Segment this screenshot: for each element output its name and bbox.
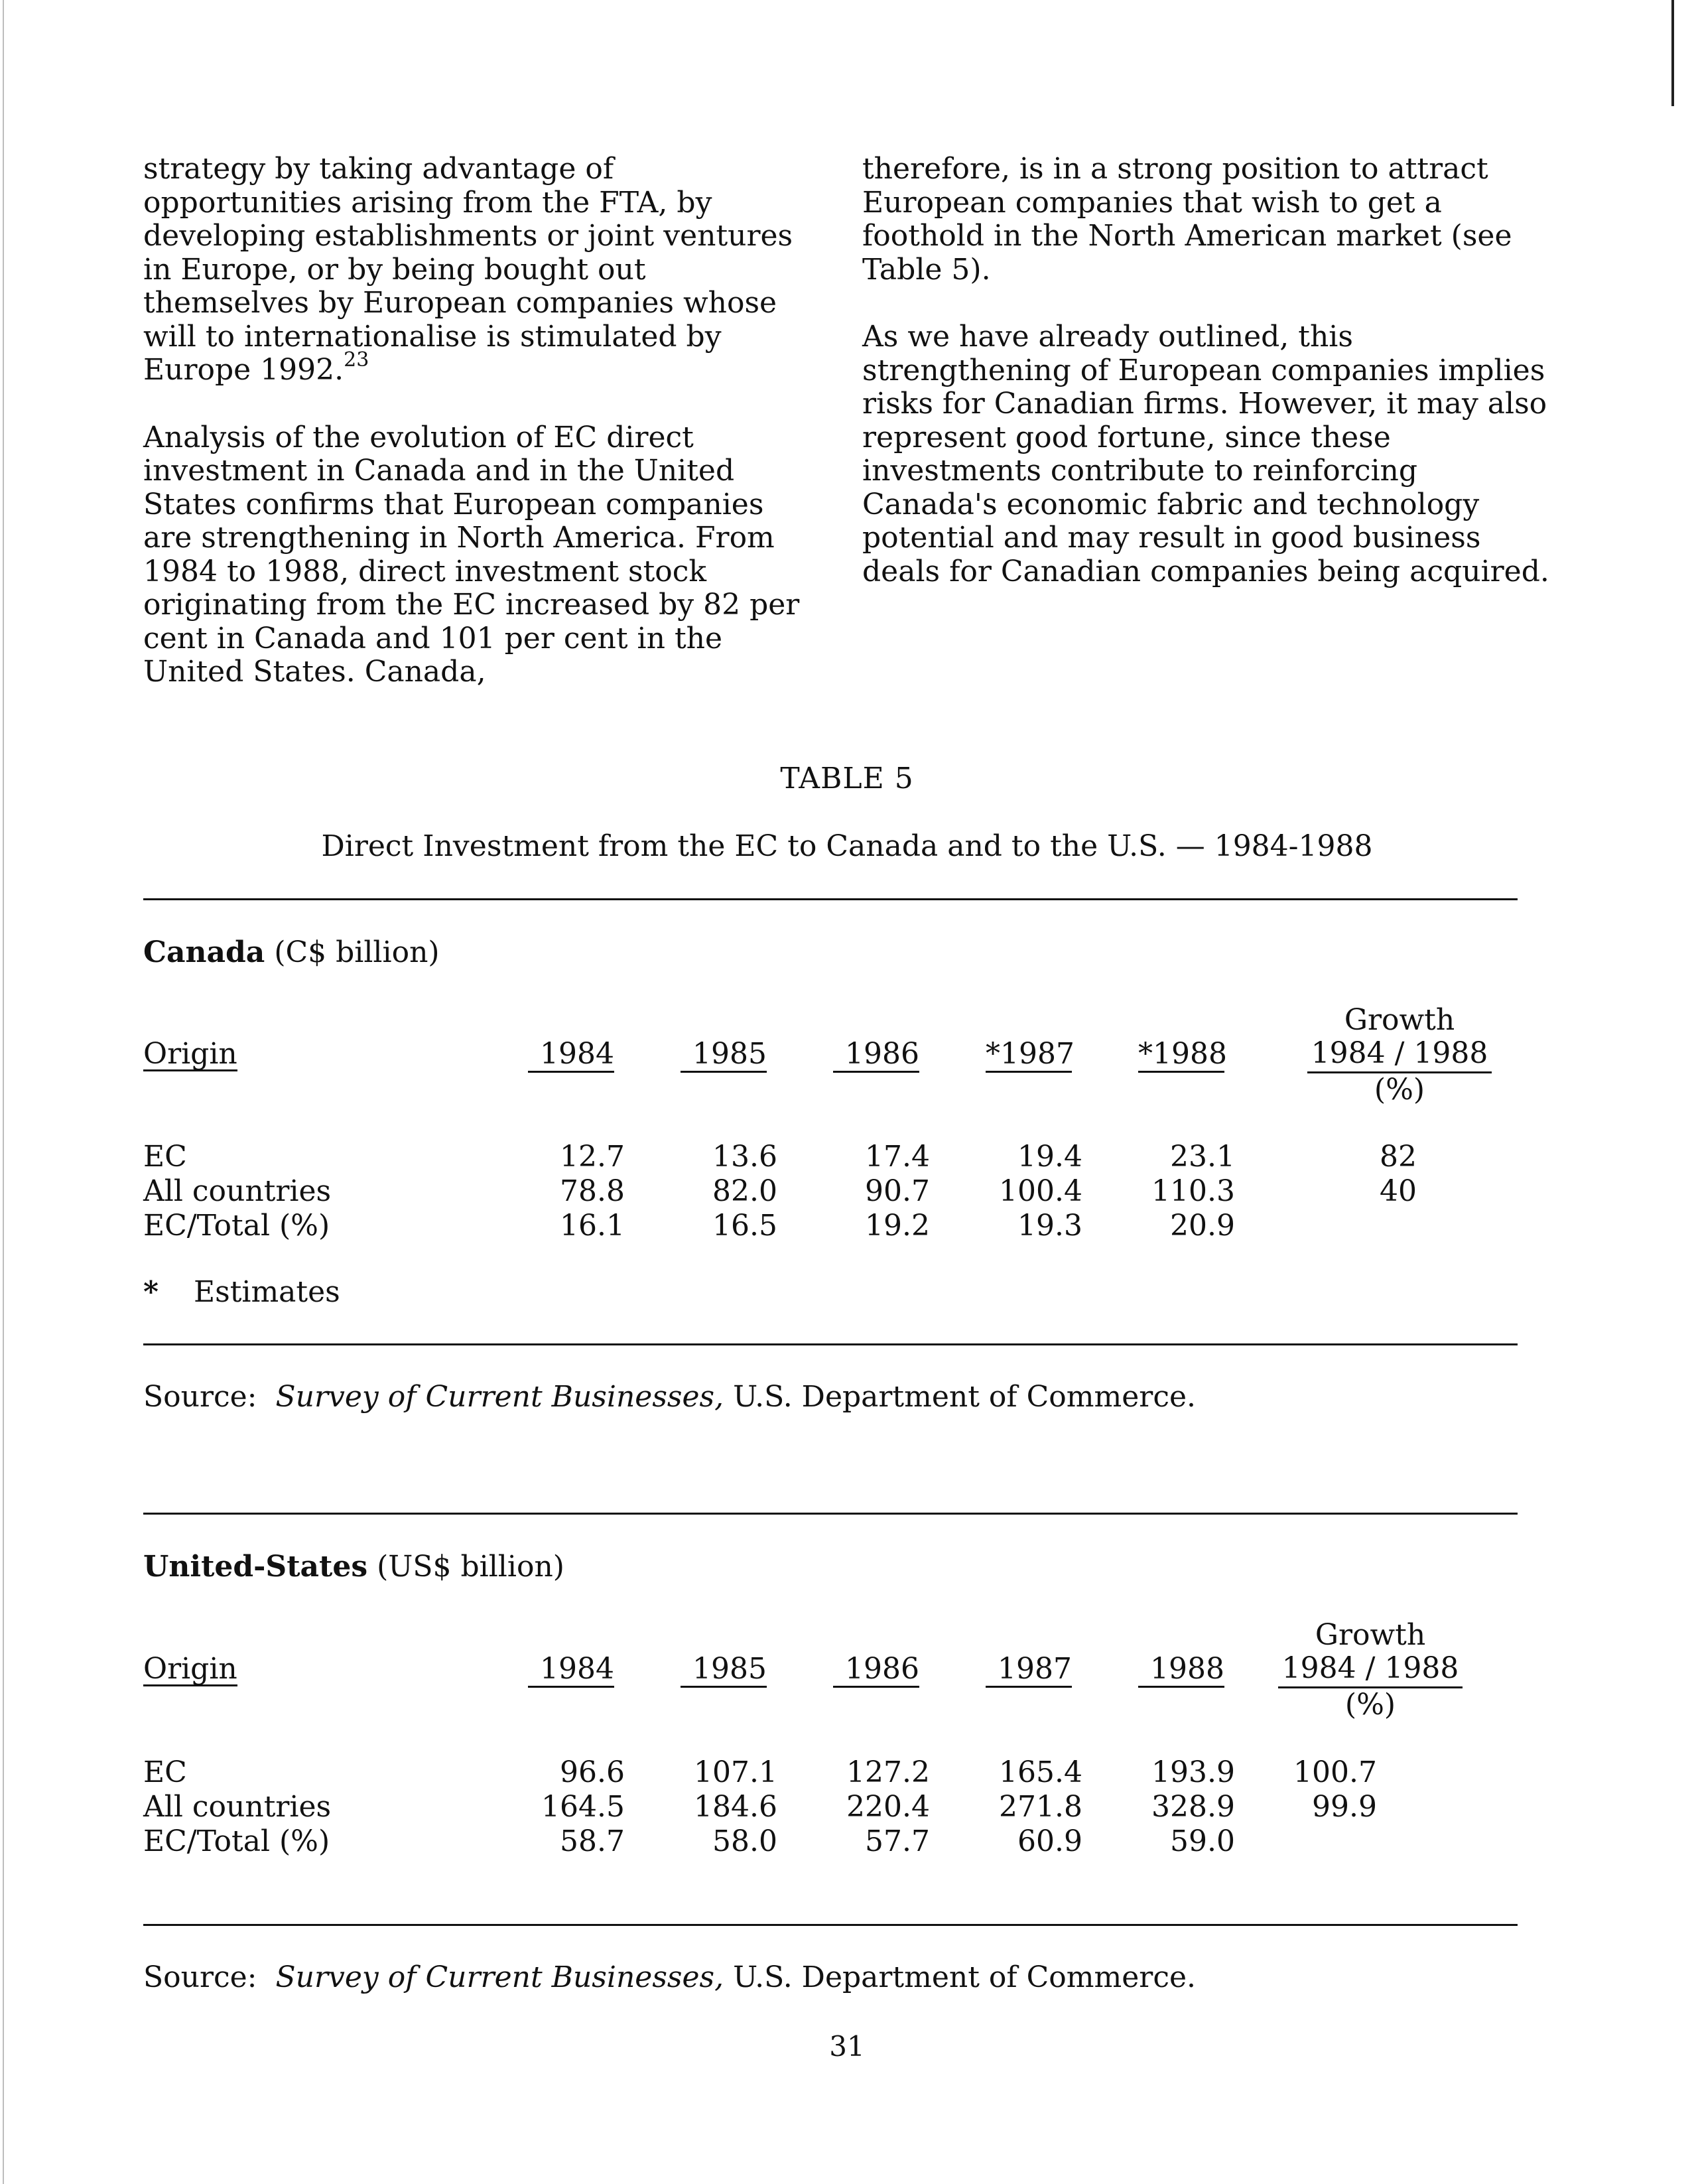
cell: 60.9 [1017,1824,1082,1858]
table-label: TABLE 5 [780,762,914,795]
page-number: 31 [829,2030,865,2063]
row-label: EC [143,1140,187,1174]
cell: 19.4 [1017,1140,1082,1174]
us-row-share [143,1824,1518,1859]
cell: 20.9 [1170,1209,1235,1243]
canada-origin-header-text: Origin [143,1037,237,1071]
cell: 127.2 [846,1755,930,1789]
canada-year-3: 1986 [833,1039,919,1073]
us-growth-line1: Growth [1315,1618,1426,1652]
cell: 100.4 [999,1174,1082,1208]
us-section-heading [143,1550,564,1584]
page-edge-mark [1671,0,1674,106]
note-asterisk: * [143,1275,159,1309]
cell: 164.5 [541,1790,625,1824]
canada-year-4: *1987 [986,1039,1072,1073]
estimates-note [143,1275,340,1309]
right-text-column [862,153,1559,622]
canada-row-share [143,1209,1518,1243]
right-paragraph-1: therefore, is in a strong position to attract European companies that wish to get a foothold in the North American market (see Table 5). [862,152,1512,287]
source-title: Survey of Current Businesses, [275,1960,724,1994]
us-year-header-1 [528,1652,614,1688]
canada-year-1: 1984 [528,1039,614,1073]
source-label: Source: [143,1960,257,1994]
canada-year-2: 1985 [681,1039,767,1073]
table-title: Direct Investment from the EC to Canada and to the U.S. — 1984-1988 [321,829,1373,863]
us-year-3: 1986 [833,1654,919,1688]
canada-source [143,1380,1196,1414]
cell: 220.4 [846,1790,930,1824]
us-source [143,1960,1196,1994]
cell: 23.1 [1170,1140,1235,1174]
left-paragraph-2: Analysis of the evolution of EC direct investment in Canada and in the United States confirms that European companies are strengthening in North America. From 1984 to 1988, direct investment stock originating from the EC increased by 82 per cent in Canada and 101 per cent in the United States. Canada, [143,420,800,689]
growth-cell: 40 [1380,1174,1417,1208]
cell: 271.8 [999,1790,1082,1824]
canada-growth-line1: Growth [1344,1003,1455,1037]
canada-year-header-3 [833,1037,919,1073]
footnote-reference: 23 [344,348,369,372]
row-label: All countries [143,1174,332,1208]
cell: 78.8 [560,1174,625,1208]
us-origin-header [143,1652,237,1686]
source-title: Survey of Current Businesses, [275,1380,724,1414]
us-year-header-3 [833,1652,919,1688]
us-origin-header-text: Origin [143,1652,237,1686]
row-label: All countries [143,1790,332,1824]
row-label: EC/Total (%) [143,1209,330,1243]
cell: 96.6 [560,1755,625,1789]
source-label: Source: [143,1380,257,1414]
us-year-5: 1988 [1138,1654,1224,1688]
us-year-1: 1984 [528,1654,614,1688]
cell: 328.9 [1151,1790,1235,1824]
canada-growth-header [1287,1004,1512,1107]
left-paragraph-1 [143,153,807,387]
canada-section-heading [143,935,440,969]
us-row-all [143,1790,1518,1824]
canada-growth-line2: 1984 / 1988 [1307,1037,1492,1073]
us-row-ec [143,1755,1518,1790]
cell: 58.0 [712,1824,777,1858]
note-text: Estimates [194,1275,340,1309]
cell: 57.7 [865,1824,930,1858]
cell: 13.6 [712,1140,777,1174]
cell: 110.3 [1151,1174,1235,1208]
row-label: EC [143,1755,187,1789]
canada-year-header-5 [1138,1037,1227,1073]
canada-row-all [143,1174,1518,1209]
row-label: EC/Total (%) [143,1824,330,1858]
us-year-header-4 [986,1652,1072,1688]
cell: 12.7 [560,1140,625,1174]
left-paragraph-1-text: strategy by taking advantage of opportunities arising from the FTA, by developing establishments or joint ventures in Europe, or by being bought out themselves by European companies whose will to internationalise is stimulated by Europe 1992. [143,152,793,387]
cell: 82.0 [712,1174,777,1208]
right-paragraph-2: As we have already outlined, this strengthening of European companies implies risks for Canadian firms. However, it may also represent good fortune, since these investments contribute to reinforcing Canada's economic fabric and technology potential and may result in good business deals for Canadian companies being acquired. [862,320,1549,588]
us-growth-header [1258,1619,1483,1722]
us-unit: (US$ billion) [377,1550,564,1584]
us-growth-line3: (%) [1344,1688,1396,1722]
canada-year-header-4 [986,1037,1075,1073]
canada-year-5: *1988 [1138,1039,1224,1073]
page-edge-shadow [3,0,4,2184]
growth-cell: 100.7 [1293,1755,1377,1789]
us-year-4: 1987 [986,1654,1072,1688]
cell: 17.4 [865,1140,930,1174]
left-text-column [143,153,807,723]
growth-cell: 82 [1380,1140,1417,1174]
growth-cell: 99.9 [1312,1790,1377,1824]
cell: 16.1 [560,1209,625,1243]
us-growth-line2: 1984 / 1988 [1278,1652,1463,1688]
rule-us-top [143,1513,1518,1515]
cell: 184.6 [694,1790,777,1824]
cell: 19.2 [865,1209,930,1243]
us-year-header-5 [1138,1652,1224,1688]
canada-growth-line3: (%) [1374,1073,1425,1107]
canada-year-header-1 [528,1037,614,1073]
us-year-2: 1985 [681,1654,767,1688]
cell: 16.5 [712,1209,777,1243]
cell: 107.1 [694,1755,777,1789]
us-region: United-States [143,1550,368,1584]
cell: 19.3 [1017,1209,1082,1243]
canada-origin-header [143,1037,237,1071]
source-publisher: U.S. Department of Commerce. [733,1380,1196,1414]
canada-region: Canada [143,935,265,969]
canada-row-ec [143,1140,1518,1174]
cell: 58.7 [560,1824,625,1858]
rule-us-bottom [143,1924,1518,1926]
canada-year-header-2 [681,1037,767,1073]
us-year-header-2 [681,1652,767,1688]
rule-canada-top [143,898,1518,900]
cell: 193.9 [1151,1755,1235,1789]
cell: 90.7 [865,1174,930,1208]
rule-canada-bottom [143,1343,1518,1345]
cell: 165.4 [999,1755,1082,1789]
cell: 59.0 [1170,1824,1235,1858]
canada-unit: (C$ billion) [274,935,440,969]
source-publisher: U.S. Department of Commerce. [733,1960,1196,1994]
